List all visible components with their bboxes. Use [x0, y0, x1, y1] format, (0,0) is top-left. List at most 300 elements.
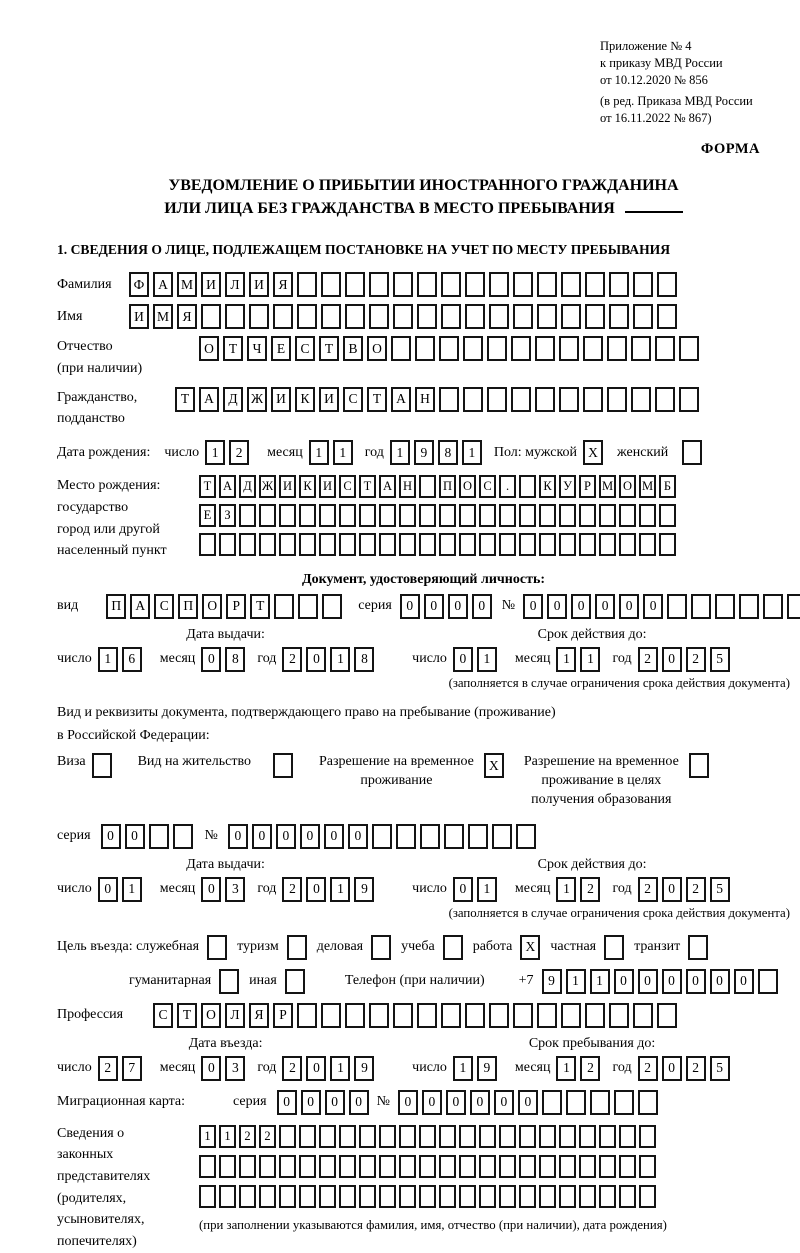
char-cell[interactable]: 0: [276, 824, 296, 849]
char-cell[interactable]: Т: [250, 594, 270, 619]
legal-reps-row2-field[interactable]: [199, 1155, 667, 1178]
birthplace-row1-field[interactable]: [199, 475, 679, 498]
char-cell[interactable]: Р: [226, 594, 246, 619]
char-cell[interactable]: [631, 336, 651, 361]
char-cell[interactable]: А: [153, 272, 173, 297]
char-cell[interactable]: [439, 387, 459, 412]
char-cell[interactable]: О: [619, 475, 636, 498]
char-cell[interactable]: 2: [282, 647, 302, 672]
char-cell[interactable]: А: [379, 475, 396, 498]
id-series-field[interactable]: [400, 594, 496, 619]
char-cell[interactable]: 9: [477, 1056, 497, 1081]
char-cell[interactable]: 0: [518, 1090, 538, 1115]
char-cell[interactable]: 1: [477, 647, 497, 672]
char-cell[interactable]: [249, 304, 269, 329]
char-cell[interactable]: 5: [710, 877, 730, 902]
char-cell[interactable]: 0: [201, 1056, 221, 1081]
char-cell[interactable]: [259, 1155, 276, 1178]
char-cell[interactable]: Р: [273, 1003, 293, 1028]
residence-issue-day[interactable]: [98, 877, 146, 902]
char-cell[interactable]: В: [343, 336, 363, 361]
char-cell[interactable]: [417, 1003, 437, 1028]
char-cell[interactable]: [420, 824, 440, 849]
char-cell[interactable]: [359, 1155, 376, 1178]
char-cell[interactable]: [359, 504, 376, 527]
char-cell[interactable]: [691, 594, 711, 619]
char-cell[interactable]: [372, 824, 392, 849]
char-cell[interactable]: [441, 272, 461, 297]
char-cell[interactable]: [279, 504, 296, 527]
char-cell[interactable]: М: [599, 475, 616, 498]
char-cell[interactable]: О: [367, 336, 387, 361]
id-issue-month[interactable]: [201, 647, 249, 672]
char-cell[interactable]: 0: [710, 969, 730, 994]
char-cell[interactable]: [499, 1155, 516, 1178]
char-cell[interactable]: [399, 504, 416, 527]
purpose-official-checkbox[interactable]: [207, 935, 227, 960]
char-cell[interactable]: [479, 1125, 496, 1148]
char-cell[interactable]: [199, 533, 216, 556]
char-cell[interactable]: [239, 1185, 256, 1208]
char-cell[interactable]: [339, 1155, 356, 1178]
char-cell[interactable]: 0: [424, 594, 444, 619]
char-cell[interactable]: [619, 1125, 636, 1148]
char-cell[interactable]: 0: [325, 1090, 345, 1115]
char-cell[interactable]: [419, 475, 436, 498]
char-cell[interactable]: Д: [223, 387, 243, 412]
sex-female-checkbox[interactable]: [682, 440, 702, 465]
char-cell[interactable]: Т: [359, 475, 376, 498]
char-cell[interactable]: Ч: [247, 336, 267, 361]
residence-number-field[interactable]: [228, 824, 540, 849]
char-cell[interactable]: [279, 1125, 296, 1148]
birth-year-field[interactable]: [390, 440, 486, 465]
char-cell[interactable]: [607, 336, 627, 361]
char-cell[interactable]: [583, 336, 603, 361]
char-cell[interactable]: [561, 272, 581, 297]
char-cell[interactable]: 1: [330, 877, 350, 902]
char-cell[interactable]: [393, 1003, 413, 1028]
char-cell[interactable]: К: [299, 475, 316, 498]
migration-series-field[interactable]: [277, 1090, 373, 1115]
char-cell[interactable]: [585, 1003, 605, 1028]
char-cell[interactable]: А: [130, 594, 150, 619]
purpose-tourism-checkbox[interactable]: [287, 935, 307, 960]
char-cell[interactable]: 0: [523, 594, 543, 619]
char-cell[interactable]: [667, 594, 687, 619]
char-cell[interactable]: [459, 1155, 476, 1178]
char-cell[interactable]: [439, 336, 459, 361]
char-cell[interactable]: Т: [175, 387, 195, 412]
purpose-transit-checkbox[interactable]: [688, 935, 708, 960]
char-cell[interactable]: [590, 1090, 610, 1115]
char-cell[interactable]: 0: [547, 594, 567, 619]
char-cell[interactable]: О: [202, 594, 222, 619]
char-cell[interactable]: [499, 1125, 516, 1148]
char-cell[interactable]: 2: [282, 1056, 302, 1081]
char-cell[interactable]: [511, 387, 531, 412]
char-cell[interactable]: [583, 387, 603, 412]
char-cell[interactable]: [463, 387, 483, 412]
char-cell[interactable]: [259, 533, 276, 556]
char-cell[interactable]: [417, 304, 437, 329]
char-cell[interactable]: [459, 504, 476, 527]
patronymic-field[interactable]: [199, 336, 703, 361]
char-cell[interactable]: [339, 504, 356, 527]
char-cell[interactable]: 8: [354, 647, 374, 672]
char-cell[interactable]: [439, 1155, 456, 1178]
char-cell[interactable]: [321, 272, 341, 297]
stay-month[interactable]: [556, 1056, 604, 1081]
char-cell[interactable]: [379, 1155, 396, 1178]
char-cell[interactable]: Е: [199, 504, 216, 527]
char-cell[interactable]: [679, 387, 699, 412]
char-cell[interactable]: Я: [273, 272, 293, 297]
char-cell[interactable]: 0: [98, 877, 118, 902]
char-cell[interactable]: [585, 272, 605, 297]
char-cell[interactable]: [599, 1185, 616, 1208]
char-cell[interactable]: 2: [98, 1056, 118, 1081]
char-cell[interactable]: [539, 533, 556, 556]
char-cell[interactable]: [559, 504, 576, 527]
char-cell[interactable]: [369, 1003, 389, 1028]
char-cell[interactable]: [396, 824, 416, 849]
char-cell[interactable]: [369, 304, 389, 329]
char-cell[interactable]: [599, 1125, 616, 1148]
char-cell[interactable]: [559, 533, 576, 556]
char-cell[interactable]: 1: [219, 1125, 236, 1148]
char-cell[interactable]: [739, 594, 759, 619]
char-cell[interactable]: 2: [229, 440, 249, 465]
char-cell[interactable]: 0: [400, 594, 420, 619]
char-cell[interactable]: 9: [542, 969, 562, 994]
char-cell[interactable]: [599, 504, 616, 527]
char-cell[interactable]: 1: [556, 1056, 576, 1081]
residence-series-field[interactable]: [101, 824, 197, 849]
stay-year[interactable]: [638, 1056, 734, 1081]
char-cell[interactable]: 0: [472, 594, 492, 619]
char-cell[interactable]: 1: [205, 440, 225, 465]
char-cell[interactable]: [319, 1185, 336, 1208]
char-cell[interactable]: П: [178, 594, 198, 619]
char-cell[interactable]: 1: [462, 440, 482, 465]
char-cell[interactable]: П: [439, 475, 456, 498]
char-cell[interactable]: 0: [324, 824, 344, 849]
id-issue-day[interactable]: [98, 647, 146, 672]
char-cell[interactable]: [539, 1125, 556, 1148]
char-cell[interactable]: [519, 475, 536, 498]
char-cell[interactable]: [465, 272, 485, 297]
char-cell[interactable]: 2: [638, 1056, 658, 1081]
char-cell[interactable]: [633, 304, 653, 329]
char-cell[interactable]: [345, 272, 365, 297]
char-cell[interactable]: 1: [122, 877, 142, 902]
char-cell[interactable]: [201, 304, 221, 329]
char-cell[interactable]: .: [499, 475, 516, 498]
char-cell[interactable]: [539, 1155, 556, 1178]
char-cell[interactable]: [499, 1185, 516, 1208]
char-cell[interactable]: С: [479, 475, 496, 498]
id-number-field[interactable]: [523, 594, 800, 619]
char-cell[interactable]: [559, 1155, 576, 1178]
char-cell[interactable]: [585, 304, 605, 329]
birth-month-field[interactable]: [309, 440, 357, 465]
birthplace-row2-field[interactable]: [199, 504, 679, 527]
char-cell[interactable]: [639, 504, 656, 527]
char-cell[interactable]: [439, 1185, 456, 1208]
char-cell[interactable]: [465, 304, 485, 329]
char-cell[interactable]: [519, 533, 536, 556]
char-cell[interactable]: 0: [348, 824, 368, 849]
char-cell[interactable]: 9: [354, 1056, 374, 1081]
char-cell[interactable]: 0: [125, 824, 145, 849]
char-cell[interactable]: [399, 1155, 416, 1178]
char-cell[interactable]: 0: [453, 877, 473, 902]
char-cell[interactable]: [259, 504, 276, 527]
char-cell[interactable]: [579, 1125, 596, 1148]
char-cell[interactable]: [519, 1155, 536, 1178]
char-cell[interactable]: [619, 533, 636, 556]
char-cell[interactable]: [339, 533, 356, 556]
char-cell[interactable]: Н: [415, 387, 435, 412]
char-cell[interactable]: Ж: [259, 475, 276, 498]
char-cell[interactable]: 1: [330, 1056, 350, 1081]
residence-issue-year[interactable]: [282, 877, 378, 902]
char-cell[interactable]: 5: [710, 647, 730, 672]
char-cell[interactable]: 1: [477, 877, 497, 902]
char-cell[interactable]: [379, 533, 396, 556]
doc-type-field[interactable]: [106, 594, 346, 619]
char-cell[interactable]: 0: [614, 969, 634, 994]
char-cell[interactable]: [537, 272, 557, 297]
char-cell[interactable]: [199, 1155, 216, 1178]
char-cell[interactable]: [492, 824, 512, 849]
char-cell[interactable]: [542, 1090, 562, 1115]
char-cell[interactable]: [619, 1185, 636, 1208]
char-cell[interactable]: [609, 272, 629, 297]
char-cell[interactable]: 0: [448, 594, 468, 619]
char-cell[interactable]: [415, 336, 435, 361]
char-cell[interactable]: [639, 1125, 656, 1148]
char-cell[interactable]: [319, 1125, 336, 1148]
char-cell[interactable]: 0: [734, 969, 754, 994]
residence-issue-month[interactable]: [201, 877, 249, 902]
char-cell[interactable]: [319, 533, 336, 556]
char-cell[interactable]: П: [106, 594, 126, 619]
char-cell[interactable]: А: [391, 387, 411, 412]
char-cell[interactable]: [359, 533, 376, 556]
char-cell[interactable]: С: [153, 1003, 173, 1028]
birth-day-field[interactable]: [205, 440, 253, 465]
char-cell[interactable]: [579, 504, 596, 527]
char-cell[interactable]: [399, 1125, 416, 1148]
char-cell[interactable]: 8: [438, 440, 458, 465]
char-cell[interactable]: 0: [638, 969, 658, 994]
char-cell[interactable]: [379, 504, 396, 527]
char-cell[interactable]: [297, 304, 317, 329]
char-cell[interactable]: У: [559, 475, 576, 498]
temp-residence-checkbox[interactable]: X: [484, 753, 504, 778]
char-cell[interactable]: [561, 1003, 581, 1028]
char-cell[interactable]: [513, 272, 533, 297]
char-cell[interactable]: [459, 533, 476, 556]
char-cell[interactable]: [633, 1003, 653, 1028]
char-cell[interactable]: М: [153, 304, 173, 329]
char-cell[interactable]: [417, 272, 437, 297]
char-cell[interactable]: [463, 336, 483, 361]
char-cell[interactable]: [339, 1125, 356, 1148]
purpose-business-checkbox[interactable]: [371, 935, 391, 960]
char-cell[interactable]: 8: [225, 647, 245, 672]
char-cell[interactable]: [479, 504, 496, 527]
char-cell[interactable]: [322, 594, 342, 619]
sex-male-checkbox[interactable]: X: [583, 440, 603, 465]
char-cell[interactable]: [763, 594, 783, 619]
char-cell[interactable]: [633, 272, 653, 297]
char-cell[interactable]: [479, 533, 496, 556]
char-cell[interactable]: 0: [277, 1090, 297, 1115]
char-cell[interactable]: Р: [579, 475, 596, 498]
char-cell[interactable]: М: [639, 475, 656, 498]
char-cell[interactable]: 2: [239, 1125, 256, 1148]
char-cell[interactable]: [298, 594, 318, 619]
char-cell[interactable]: 0: [571, 594, 591, 619]
char-cell[interactable]: [559, 1185, 576, 1208]
char-cell[interactable]: [639, 1185, 656, 1208]
char-cell[interactable]: 0: [595, 594, 615, 619]
char-cell[interactable]: [441, 1003, 461, 1028]
char-cell[interactable]: [487, 336, 507, 361]
char-cell[interactable]: 0: [662, 877, 682, 902]
residence-expiry-year[interactable]: [638, 877, 734, 902]
char-cell[interactable]: [439, 533, 456, 556]
char-cell[interactable]: [297, 1003, 317, 1028]
char-cell[interactable]: 1: [199, 1125, 216, 1148]
char-cell[interactable]: 2: [686, 1056, 706, 1081]
char-cell[interactable]: [579, 1155, 596, 1178]
char-cell[interactable]: [599, 1155, 616, 1178]
char-cell[interactable]: [369, 272, 389, 297]
char-cell[interactable]: Ф: [129, 272, 149, 297]
char-cell[interactable]: [274, 594, 294, 619]
char-cell[interactable]: Л: [225, 1003, 245, 1028]
char-cell[interactable]: [239, 504, 256, 527]
char-cell[interactable]: 0: [686, 969, 706, 994]
char-cell[interactable]: И: [271, 387, 291, 412]
char-cell[interactable]: 0: [470, 1090, 490, 1115]
char-cell[interactable]: С: [343, 387, 363, 412]
char-cell[interactable]: [537, 1003, 557, 1028]
residence-expiry-day[interactable]: [453, 877, 501, 902]
phone-field[interactable]: [542, 969, 782, 994]
char-cell[interactable]: [319, 504, 336, 527]
char-cell[interactable]: [239, 533, 256, 556]
char-cell[interactable]: [614, 1090, 634, 1115]
char-cell[interactable]: Т: [319, 336, 339, 361]
char-cell[interactable]: М: [177, 272, 197, 297]
surname-field[interactable]: [129, 272, 681, 297]
char-cell[interactable]: [489, 272, 509, 297]
char-cell[interactable]: Т: [199, 475, 216, 498]
char-cell[interactable]: 0: [228, 824, 248, 849]
char-cell[interactable]: 2: [686, 647, 706, 672]
char-cell[interactable]: 0: [662, 647, 682, 672]
char-cell[interactable]: [489, 304, 509, 329]
char-cell[interactable]: Л: [225, 272, 245, 297]
char-cell[interactable]: [439, 1125, 456, 1148]
purpose-other-checkbox[interactable]: [285, 969, 305, 994]
char-cell[interactable]: [468, 824, 488, 849]
purpose-work-checkbox[interactable]: X: [520, 935, 540, 960]
char-cell[interactable]: [631, 387, 651, 412]
char-cell[interactable]: 0: [349, 1090, 369, 1115]
purpose-humanitarian-checkbox[interactable]: [219, 969, 239, 994]
char-cell[interactable]: [149, 824, 169, 849]
char-cell[interactable]: [619, 1155, 636, 1178]
residence-expiry-month[interactable]: [556, 877, 604, 902]
char-cell[interactable]: [465, 1003, 485, 1028]
char-cell[interactable]: [659, 504, 676, 527]
char-cell[interactable]: [579, 1185, 596, 1208]
char-cell[interactable]: 1: [330, 647, 350, 672]
char-cell[interactable]: Н: [399, 475, 416, 498]
char-cell[interactable]: [379, 1125, 396, 1148]
char-cell[interactable]: 7: [122, 1056, 142, 1081]
char-cell[interactable]: А: [219, 475, 236, 498]
char-cell[interactable]: [439, 504, 456, 527]
purpose-study-checkbox[interactable]: [443, 935, 463, 960]
char-cell[interactable]: 0: [643, 594, 663, 619]
char-cell[interactable]: И: [201, 272, 221, 297]
char-cell[interactable]: [715, 594, 735, 619]
char-cell[interactable]: 0: [201, 647, 221, 672]
char-cell[interactable]: С: [154, 594, 174, 619]
char-cell[interactable]: [219, 1185, 236, 1208]
char-cell[interactable]: [499, 533, 516, 556]
char-cell[interactable]: И: [319, 475, 336, 498]
char-cell[interactable]: Т: [177, 1003, 197, 1028]
char-cell[interactable]: [319, 1155, 336, 1178]
char-cell[interactable]: 1: [333, 440, 353, 465]
char-cell[interactable]: [513, 1003, 533, 1028]
char-cell[interactable]: [519, 504, 536, 527]
char-cell[interactable]: [279, 1185, 296, 1208]
char-cell[interactable]: [299, 533, 316, 556]
char-cell[interactable]: 1: [309, 440, 329, 465]
char-cell[interactable]: Т: [223, 336, 243, 361]
char-cell[interactable]: [359, 1125, 376, 1148]
char-cell[interactable]: 6: [122, 647, 142, 672]
char-cell[interactable]: 0: [201, 877, 221, 902]
char-cell[interactable]: [419, 504, 436, 527]
char-cell[interactable]: [519, 1125, 536, 1148]
char-cell[interactable]: 2: [580, 1056, 600, 1081]
char-cell[interactable]: [321, 304, 341, 329]
char-cell[interactable]: 2: [686, 877, 706, 902]
char-cell[interactable]: Д: [239, 475, 256, 498]
char-cell[interactable]: 9: [414, 440, 434, 465]
char-cell[interactable]: Я: [177, 304, 197, 329]
char-cell[interactable]: 0: [494, 1090, 514, 1115]
char-cell[interactable]: [639, 533, 656, 556]
char-cell[interactable]: О: [459, 475, 476, 498]
visa-checkbox[interactable]: [92, 753, 112, 778]
char-cell[interactable]: 0: [398, 1090, 418, 1115]
char-cell[interactable]: С: [339, 475, 356, 498]
char-cell[interactable]: [273, 304, 293, 329]
char-cell[interactable]: [579, 533, 596, 556]
char-cell[interactable]: 0: [662, 1056, 682, 1081]
